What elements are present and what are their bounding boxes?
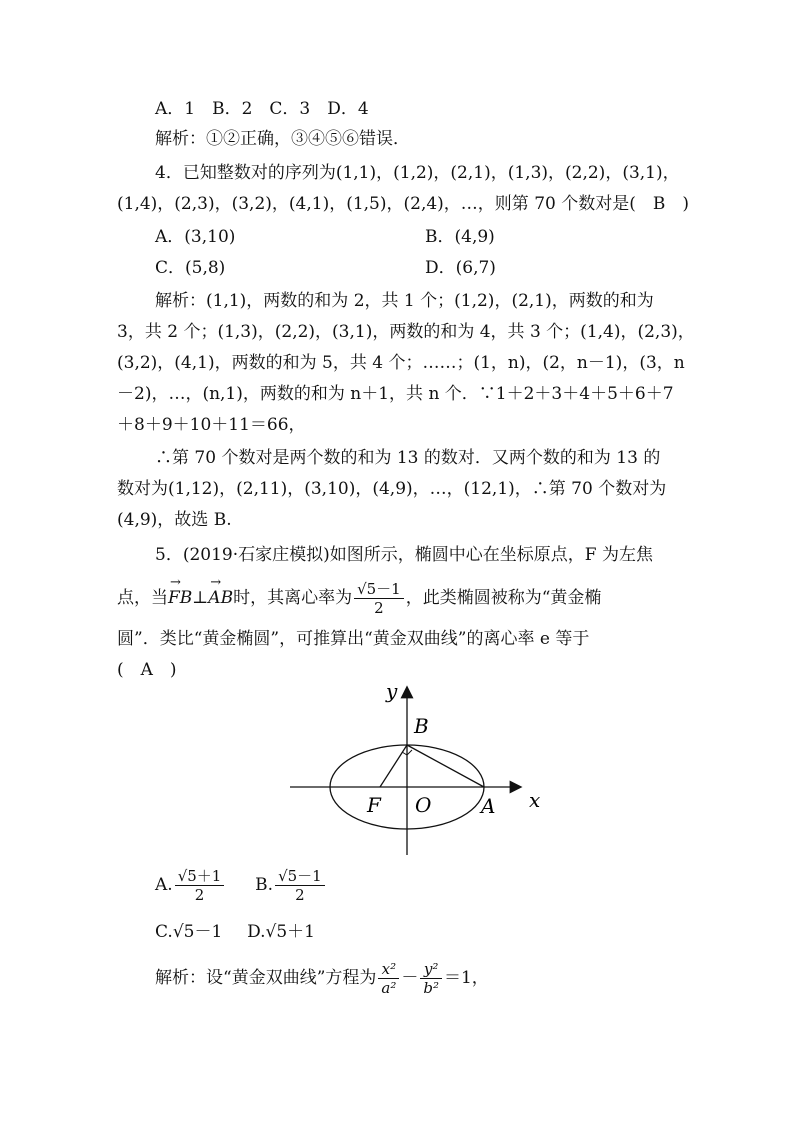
analysis-label: 解析 [155, 968, 189, 988]
q5-option-b-label: B. [255, 875, 274, 895]
vector-fb: → FB [168, 587, 192, 609]
q4-analysis-line5: ＋8＋9＋10＋11＝66， [117, 415, 306, 435]
q5-line3: 圆”．类比“黄金椭圆”，可推算出“黄金双曲线”的离心率 e 等于 [117, 629, 590, 649]
fraction-denominator: b² [423, 979, 439, 997]
equation-rhs: ＝1， [443, 968, 489, 988]
q4-analysis-line2: 3，共 2 个；(1,3)，(2,2)，(3,1)，两数的和为 4，共 3 个；(1,4)，(2,3)， [117, 322, 695, 342]
q5-line4: ( A ) [117, 660, 177, 680]
q5-analysis [155, 960, 489, 997]
q4-stem-line1: 4．已知整数对的序列为(1,1)，(1,2)，(2,1)，(1,3)，(2,2)，(3,1)， [155, 163, 680, 183]
label-x: x [529, 788, 541, 812]
label-o: O [415, 793, 432, 817]
segment-fb [380, 745, 407, 787]
analysis-label: 解析 [155, 291, 189, 311]
q5-option-c-label: C. [155, 922, 173, 942]
q5-options-row2 [155, 921, 315, 943]
q5-option-d-value: √5＋1 [265, 922, 315, 942]
eccentricity-fraction [354, 580, 404, 617]
q4-analysis-line8: (4,9)，故选 B. [117, 510, 232, 530]
label-b: B [414, 714, 429, 738]
fraction-numerator: y² [420, 960, 442, 979]
q5-option-b-fraction [275, 867, 325, 904]
q4-stem-line2: (1,4)，(2,3)，(3,2)，(4,1)，(1,5)，(2,4)，…，则第 70 个数对是( B ) [117, 194, 689, 214]
analysis-label: 解析 [155, 129, 189, 149]
minus-sign: － [401, 968, 419, 988]
fraction-numerator: x² [378, 960, 399, 979]
q4-option-b: B．(4,9) [425, 227, 495, 247]
q5-option-d-label: D. [247, 922, 266, 942]
q5-options-row1 [155, 867, 327, 904]
perp-symbol: ⊥ [192, 588, 209, 608]
ellipse-figure [288, 680, 548, 860]
fraction-denominator: 2 [194, 886, 205, 904]
fraction-denominator: a² [381, 979, 397, 997]
analysis-text: ：设“黄金双曲线”方程为 [189, 968, 377, 988]
label-y: y [386, 680, 398, 703]
q4-analysis-line4: －2)，…，(n,1)，两数的和为 n＋1，共 n 个．∵1＋2＋3＋4＋5＋6＋7 [117, 384, 674, 404]
q4-option-d: D．(6,7) [425, 258, 496, 278]
fraction-numerator: √5－1 [354, 580, 404, 599]
q4-analysis-line6: ∴第 70 个数对是两个数的和为 13 的数对．又两个数的和为 13 的 [155, 448, 661, 468]
q5-line2-c: ，此类椭圆被称为“黄金椭 [405, 588, 602, 608]
hyperbola-term-y [420, 960, 442, 997]
q5-option-a-fraction [175, 867, 225, 904]
q5-option-a-label: A. [155, 875, 173, 895]
segment-ba [407, 745, 484, 787]
q3-analysis [155, 128, 410, 150]
analysis-text: ：①②正确，③④⑤⑥错误． [189, 129, 410, 149]
q5-line2-a: 点，当 [117, 588, 168, 608]
q4-option-a: A．(3,10) [155, 227, 236, 247]
q5-line2 [117, 580, 601, 617]
q5-line2-b: 时，其离心率为 [233, 588, 353, 608]
fraction-numerator: √5－1 [275, 867, 325, 886]
fraction-denominator: 2 [295, 886, 305, 904]
fraction-numerator: √5＋1 [175, 867, 225, 886]
analysis-text: ：(1,1)，两数的和为 2，共 1 个；(1,2)，(2,1)，两数的和为 [189, 291, 654, 311]
q4-option-c: C．(5,8) [155, 258, 226, 278]
q5-option-c-value: √5－1 [172, 922, 223, 942]
q4-analysis-line7: 数对为(1,12)，(2,11)，(3,10)，(4,9)，…，(12,1)，∴第 70 个数对为 [117, 479, 667, 499]
fraction-denominator: 2 [374, 599, 384, 617]
vector-ab: → AB [208, 587, 233, 609]
label-f: F [367, 793, 381, 817]
q3-options: A．1 B．2 C．3 D．4 [155, 99, 369, 119]
q5-line1: 5．(2019·石家庄模拟)如图所示，椭圆中心在坐标原点，F 为左焦 [155, 545, 653, 565]
hyperbola-term-x [378, 960, 399, 997]
label-a: A [481, 794, 496, 818]
q4-analysis-line3: (3,2)，(4,1)，两数的和为 5，共 4 个；……；(1，n)，(2，n－1)，(3，n [117, 353, 685, 373]
q4-analysis-line1 [155, 290, 654, 312]
